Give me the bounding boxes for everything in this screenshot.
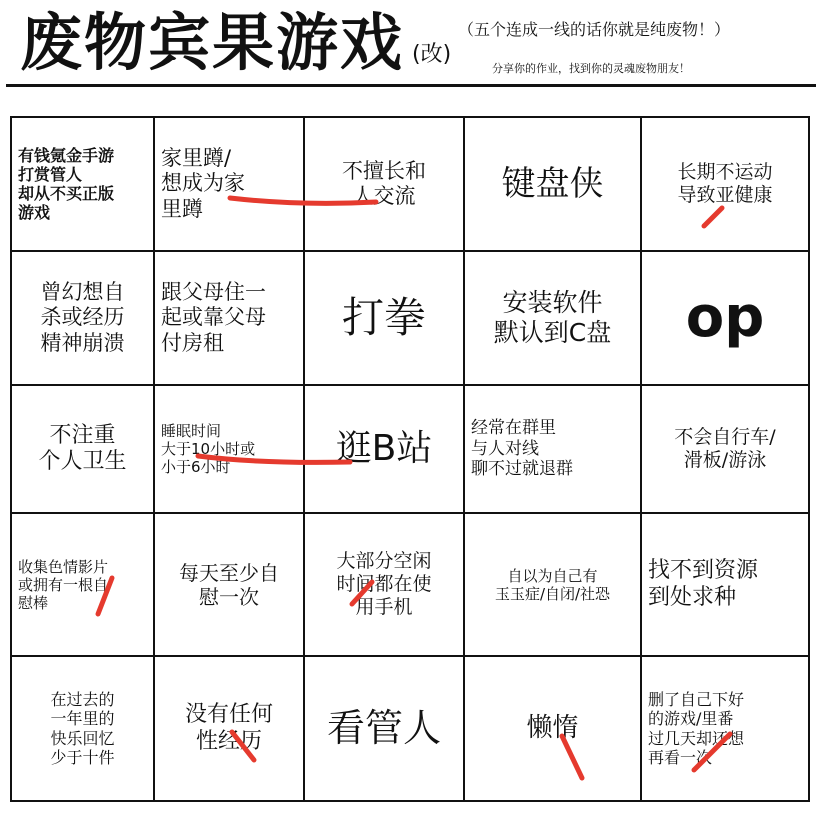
bingo-cell-text: 键盘侠 bbox=[501, 163, 604, 204]
bingo-cell[interactable] bbox=[155, 657, 305, 800]
bingo-cell[interactable] bbox=[12, 514, 155, 657]
bingo-cell-text: 经常在群里 与人对线 聊不过就退群 bbox=[471, 418, 573, 480]
bingo-cell-text: 找不到资源 到处求种 bbox=[648, 558, 759, 610]
bingo-cell[interactable] bbox=[12, 657, 155, 800]
bingo-cell-text: 懒惰 bbox=[526, 712, 579, 743]
bingo-cell[interactable] bbox=[305, 514, 465, 657]
bingo-cell[interactable] bbox=[155, 252, 305, 386]
bingo-cell-text: 长期不运动 导致亚健康 bbox=[677, 161, 773, 206]
bingo-cell[interactable] bbox=[465, 657, 642, 800]
bingo-cell-text: 安装软件 默认到C盘 bbox=[493, 288, 612, 347]
bingo-cell[interactable] bbox=[305, 657, 465, 800]
bingo-cell[interactable] bbox=[305, 386, 465, 514]
bingo-cell-text: 看管人 bbox=[326, 705, 441, 750]
bingo-cell-text: 逛B站 bbox=[335, 428, 433, 470]
bingo-cell[interactable] bbox=[155, 386, 305, 514]
bingo-cell[interactable] bbox=[12, 118, 155, 252]
bingo-cell-text: op bbox=[685, 285, 765, 351]
bingo-cell[interactable] bbox=[642, 386, 808, 514]
bingo-cell-text: 每天至少自 慰一次 bbox=[179, 560, 279, 609]
bingo-cell[interactable] bbox=[642, 118, 808, 252]
bingo-cell-text: 家里蹲/ 想成为家 里蹲 bbox=[161, 146, 245, 221]
bingo-cell-text: 打拳 bbox=[341, 292, 426, 342]
bingo-cell-text: 删了自己下好 的游戏/里番 过几天却还想 再看一次 bbox=[648, 690, 745, 767]
bingo-cell-text: 睡眠时间 大于10小时或 小于6小时 bbox=[161, 422, 256, 476]
bingo-board bbox=[10, 116, 810, 802]
bingo-cell[interactable] bbox=[155, 118, 305, 252]
bingo-cell-text: 不注重 个人卫生 bbox=[38, 422, 127, 474]
bingo-cell-text: 不会自行车/ 滑板/游泳 bbox=[674, 426, 776, 471]
bingo-cell-text: 收集色情影片 或拥有一根自 慰棒 bbox=[18, 557, 109, 612]
bingo-cell[interactable] bbox=[465, 252, 642, 386]
title-suffix: (改) bbox=[412, 42, 452, 67]
bingo-cell[interactable] bbox=[155, 514, 305, 657]
bingo-cell-text: 没有任何 性经历 bbox=[184, 702, 273, 754]
bingo-cell[interactable] bbox=[465, 386, 642, 514]
bingo-cell[interactable] bbox=[642, 252, 808, 386]
bingo-cell[interactable] bbox=[12, 252, 155, 386]
tagline: 分享你的作业，找到你的灵魂废物朋友！ bbox=[492, 62, 690, 75]
bingo-cell[interactable] bbox=[642, 657, 808, 800]
bingo-cell[interactable] bbox=[305, 252, 465, 386]
page-title: 废物宾果游戏 bbox=[20, 6, 405, 79]
bingo-cell-text: 不擅长和 人交流 bbox=[342, 158, 426, 208]
bingo-cell[interactable] bbox=[642, 514, 808, 657]
bingo-cell[interactable] bbox=[465, 514, 642, 657]
bingo-cell-text: 跟父母住一 起或靠父母 付房租 bbox=[161, 280, 266, 355]
subtitle: （五个连成一线的话你就是纯废物！） bbox=[458, 20, 731, 39]
bingo-cell[interactable] bbox=[305, 118, 465, 252]
bingo-cell[interactable] bbox=[12, 386, 155, 514]
bingo-cell-text: 在过去的 一年里的 快乐回忆 少于十件 bbox=[50, 690, 115, 767]
header-divider bbox=[6, 84, 816, 87]
bingo-cell-text: 自以为自己有 玉玉症/自闭/社恐 bbox=[494, 566, 611, 603]
bingo-cell-text: 曾幻想自 杀或经历 精神崩溃 bbox=[40, 280, 125, 355]
bingo-cell-text: 大部分空闲 时间都在使 用手机 bbox=[336, 550, 432, 618]
bingo-cell[interactable] bbox=[465, 118, 642, 252]
bingo-cell-text: 有钱氪金手游 打赏管人 却从不买正版 游戏 bbox=[18, 145, 115, 223]
